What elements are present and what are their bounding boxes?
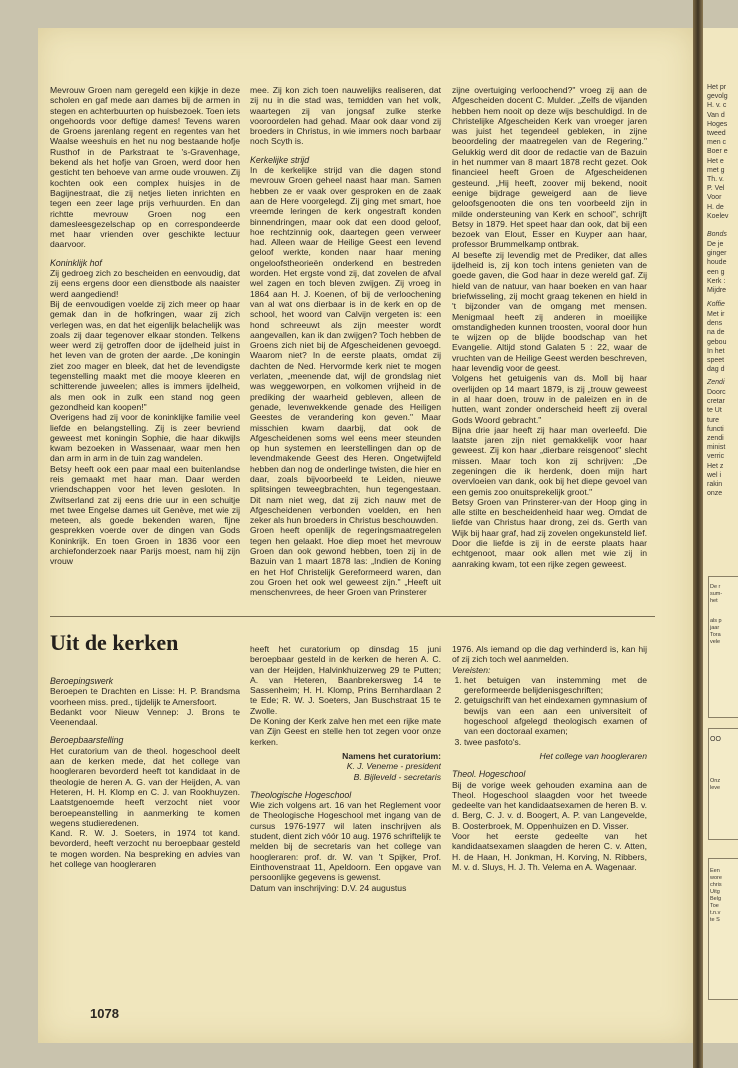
adjacent-page-edge <box>703 28 738 1043</box>
book-spine <box>693 0 703 1068</box>
subheading: Beroepingswerk <box>50 676 114 686</box>
adjacent-page-text: Uitg <box>710 889 720 895</box>
adjacent-page-text: Mijdre <box>707 287 727 294</box>
subheading: Beroepbaarstelling <box>50 735 124 746</box>
paragraph: Groen heeft openlijk de regeringsmaatregelen tegen hen gelaakt. Hoe diep moet het mevrouw Groen dan ook gewond hebben, toen zij in de Bazuin van 1 maart 1878 las: „Indien de Koning en het Hof Christelijk Gereformeerd waren, dan zou Groen het ook wel geweest zijn." „Heeft uit menschenvrees, de heer Groen van Prinsterer <box>250 525 441 598</box>
paragraph: heeft het curatorium op dinsdag 15 juni beroepbaar gesteld in de kerken de heren A. C. van der Heijden, Halvinkhuizerweg 29 te Putten; A. van Heteren, Baanbrekersweg 14 te Sassenheim; H. H. Klomp, Prins Bernhardlaan 2 te Ede; R. W. J. Soeters, Jan Buschstraat 15 te Zwolle. <box>250 644 441 716</box>
adjacent-page-text: leve <box>710 785 721 791</box>
section-title: Uit de kerken <box>50 630 179 655</box>
adjacent-page-text: een g <box>707 268 725 276</box>
paragraph: Het curatorium van de theol. hogeschool deelt aan de kerken mede, dat het college van hoogleraren bevorderd heeft tot kandidaat in de theologie de heren A. G. van der Heijden, A. van Heteren, H. H. Klomp en C. J. van Rookhuyzen. Laatstgenoemde heeft verzocht niet voor beroepeanstelling in aanmerking te komen wegens studieredenen. <box>50 745 240 828</box>
adjacent-page-text: onze <box>707 490 723 498</box>
adjacent-page-text: na de <box>707 329 725 337</box>
list-heading: Vereisten: <box>452 664 491 675</box>
paragraph: Zij gedroeg zich zo bescheiden en eenvoudig, dat zij eens ergens door een dienstbode als naaister werd aangediend! <box>50 268 240 299</box>
subheading: Theol. Hogeschool <box>452 769 526 780</box>
list-item: 3. twee pasfoto's. <box>464 737 647 747</box>
adjacent-page-text: dag d <box>707 366 725 374</box>
paragraph: Kand. R. W. J. Soeters, in 1974 tot kand. bevorderd, heeft verzocht nu beroepbaar gesteld te mogen worden. Na bespreking en advies van het college van hoogleraren <box>50 828 240 870</box>
paragraph: Bij de eenvoudigen voelde zij zich meer op haar gemak dan in de hofkringen, waar zij zich verlegen was, en dat het eigenlijk belachelijk was zoals zij daar tegenover elkaar stonden. Telkens weer werd zij getroffen door de ijdelheid juist in het leven van de groten der aarde. „De koningin ziet zoo mager en bleek, dat het de levendigste tegenstelling maakt met die mooye kleeren en schitterende juweelen; alles is immers ijdelheid, als men ook in zulk een stand nog geen gezondheid kan koopen!" <box>50 298 240 412</box>
paragraph: Overigens had zij voor de koninklijke familie veel liefde en belangstelling. Zij is zeer bevriend geweest met koningin Sophie, die haar dikwijls kwam bezoeken in Wassenaar, waar men hen dan arm in arm in de tuin zag wandelen. <box>50 412 240 464</box>
adjacent-page-text: als p <box>710 618 722 624</box>
adjacent-page-text: jaar <box>710 625 720 631</box>
adjacent-page-text: cretar <box>707 398 725 406</box>
paragraph: De Koning der Kerk zalve hen met een rijke mate van Zijn Geest en stelle hen tot zegen voor onze kerken. <box>250 716 441 747</box>
adjacent-page-text: t.n.v <box>710 910 721 916</box>
adjacent-page-text: In het <box>707 347 725 355</box>
adjacent-page-heading: Koffie <box>707 301 725 308</box>
paragraph: Betsy Groen van Prinsterer-van der Hoop ging in alle stilte en bescheidenheid haar weg. Omdat de liefde van Christus haar drong, zei ds. Gerth van Wijk bij haar graf, had zij zovelen ongekunsteld lief. Door die liefde is zij in de eerste plaats haar echtgenoot, maar ook allen met wie zij in aanraking kwam, tot een rijke zegen geweest. <box>452 496 647 569</box>
section-column-1 <box>50 668 240 993</box>
adjacent-page-text: De je <box>707 241 724 248</box>
list-item: 1. het betuigen van instemming met de gereformeerde belijdenisgeschriften; <box>464 675 647 696</box>
adjacent-page-heading: Bonds <box>707 231 727 238</box>
adjacent-page-text: Kerk : <box>707 277 726 285</box>
adjacent-page-text: tweed <box>707 130 726 137</box>
adjacent-page-text: minist <box>707 444 726 452</box>
signature-line: B. Bijleveld - secretaris <box>353 771 441 782</box>
adjacent-page-text: Hoges <box>707 120 728 128</box>
paragraph: Al besefte zij levendig met de Prediker, dat alles ijdelheid is, zij kon toch intens genieten van de goede gaven, die God haar in deze wereld gaf. Zij hield van de natuur, van haar boeken en van haar briefwisseling, zij mocht graag tekenen en hield in 't bijzonder van de omgang met mensen. Menigmaal heeft zij anderen in moeilijke omstandigheden kunnen troosten, vooral door hun te wijzen op de blijde boodschap van het Evangelie. Altijd stond Galaten 5 : 22, waar de vruchten van de Heilige Geest werden beschreven, haar levendig voor de geest. <box>452 249 647 374</box>
paragraph: mee. Zij kon zich toen nauwelijks realiseren, dat zij nu in die stad was, temidden van het volk, waartegen zij van jongsaf zulke sterke vooroordelen had gehad. Maar ook daar vond zij broeders in Christus, in wie immers noch barbaar noch Scyth is. <box>250 85 441 147</box>
section-column-3 <box>452 644 647 994</box>
adjacent-page-text: te S <box>710 917 720 923</box>
paragraph: Datum van inschrijving: D.V. 24 augustus <box>250 882 407 893</box>
adjacent-page-text: ture <box>707 416 720 424</box>
adjacent-page-text: ginger <box>707 250 727 258</box>
adjacent-page-text: Voor <box>707 194 722 202</box>
adjacent-page-text: verric <box>707 453 725 461</box>
adjacent-page-text: Een <box>710 868 720 874</box>
paragraph: Volgens het getuigenis van ds. Moll bij haar overlijden op 14 maart 1879, is zij „trouw geweest in al haar doen, trouw in de paleizen en in de hutten, want zonder onderscheid heeft zij overal Gods Woord gebracht." <box>452 373 647 425</box>
adjacent-page-text: speet <box>707 357 725 364</box>
paragraph: Betsy heeft ook een paar maal een buitenlandse reis gemaakt met haar man. Daar werden vriendschappen voor het leven gesloten. In Zwitserland zat zij eens drie uur in een schuitje met twee Engelse dames uit Genève, met wie zij meteen, als goede bekenden waren, fijne gesprekken voerde over de dingen van Gods Koninkrijk. En toen Groen in 1836 voor een archiefonderzoek naar Parijs moest, nam hij zijn vrouw <box>50 463 240 567</box>
paragraph: Wie zich volgens art. 16 van het Reglement voor de Theologische Hogeschool met ingang van de cursus 1976-1977 wil laten inschrijven als student, dient zich vóór 10 aug. 1976 schriftelijk te melden bij de secretaris van het college van hoogleraren: prof. dr. W. van 't Spijker, Prof. Einthovenstraat 11, Apeldoorn. Een opgave van persoonlijke gegevens is gewenst. <box>250 800 441 883</box>
adjacent-page-text: gebou <box>707 338 727 346</box>
paragraph: Beroepen te Drachten en Lisse: H. P. Brandsma voorheen miss. pred., tijdelijk te Amersfoort. <box>50 686 240 707</box>
adjacent-page-text: te Ut <box>707 407 722 415</box>
adjacent-page-text: wore <box>710 875 722 881</box>
subheading: Theologische Hogeschool <box>250 789 352 800</box>
adjacent-page-text: Van d <box>707 111 725 119</box>
signature-line: Het college van hoogleraren <box>539 750 647 761</box>
paragraph: Bijna drie jaar heeft zij haar man overleefd. Die laatste jaren zijn niet gemakkelijk voor haar geweest. Zij kon haar „dierbare reisgenoot" slecht missen. Maar toch kon zij schrijven: „De zegeningen die ik herdenk, doen mijn hart overvloeien van dank, ook bij het diepe gevoel van een gemis zoo onuitsprekelijk groot." <box>452 424 647 497</box>
paragraph: 1976. Als iemand op die dag verhinderd is, kan hij of zij zich toch wel aanmelden. <box>452 644 647 665</box>
adjacent-page-text: chris <box>710 882 722 888</box>
adjacent-page-text: Tora <box>710 632 721 638</box>
adjacent-page-text: houde <box>707 259 727 267</box>
article-column-3 <box>452 85 647 610</box>
section-divider <box>50 616 655 617</box>
signature-block <box>250 751 441 782</box>
article-column-1 <box>50 85 240 610</box>
adjacent-page-text: men c <box>707 139 727 147</box>
adjacent-page-text: Boer e <box>707 148 728 156</box>
signature-line: K. J. Veneme - president <box>346 761 441 772</box>
paragraph: Bedankt voor Nieuw Vennep: J. Brons te Veenendaal. <box>50 706 240 728</box>
adjacent-page-text: Het e <box>707 157 724 165</box>
adjacent-page-text: vele <box>710 639 721 645</box>
signature-line: Namens het curatorium: <box>342 750 441 761</box>
paragraph: Mevrouw Groen nam geregeld een kijkje in deze scholen en gaf mede aan dames bij de armen in stegen en achterbuurten op huisbezoek. Toen iets ongehoords voor deftige dames! Tevens waren de Groens jarenlang regent en regentes van het Waalse weeshuis en het nu nog bestaande hofje Rusthof in de Parkstraat te 's-Gravenhage, bekend als het hofje van Groen, werd door hen gesticht ten behoeve van arme oude vrouwen. Zij kochten ook een complex huisjes in de Bagijnestraat, die zij netjes lieten inrichten en tegen een zeer lage prijs verhuurden. En dan richtte mevrouw Groen nog een damesleesgezelschap op en correspondeerde met haar vrienden over geschikte lectuur daarvoor. <box>50 85 240 250</box>
adjacent-page-text: sum- <box>710 591 723 597</box>
list-item: 2. getuigschrift van het eindexamen gymnasium of bewijs van een aan een universiteit of hogeschool afgelegd theologisch examen of van een doctoraal examen; <box>464 695 647 736</box>
requirements-list <box>452 675 647 747</box>
adjacent-page-text: OO <box>710 736 721 743</box>
paragraph: Bij de vorige week gehouden examina aan de Theol. Hogeschool slaagden voor het tweede gedeelte van het kandidaatsexamen de heren B. v. d. Berg, C. J. v. d. Boogert, A. P. van Langevelde, B. Oosterbroek, M. Oppenhuizen en D. Visser. <box>452 779 647 831</box>
paragraph: In de kerkelijke strijd van die dagen stond mevrouw Groen geheel naast haar man. Samen hebben ze er vaak over gesproken en de zaak aan de Here voorgelegd. Zij ging met smart, hoe vreemde leringen de kerk ongestraft konden binnendringen, maar ook dat een dood geloof, hoe rechtzinnig ook, daartegen geen verweer had. Alleen waar de Heilige Geest een levend geloof werkte, konden naar haar mening ongeloofstheorieën onderkend en bestreden worden. Het ergste vond zij, dat zovelen de afval wel zagen en toch bleven zwijgen. Zij vroeg in 1864 aan H. J. Koenen, of bij de verloochening van al wat ons dierbaar is in de kerk en op de school, het woord van Calvijn vergeten is: een hond schreeuwt als zijn meester wordt aangevallen, kan ik dan zwijgen? Toch hebben de Groens zich niet bij de Afgescheidenen gevoegd. Waarom niet? In de eerste plaats, omdat zij dachten de Ned. Hervormde kerk niet te mogen verlaten, „meenende dat, wijl de grondslag niet was weggeworpen, en volkomen vrijheid in de prediking der waarheid gebleven, alleen de genade, levenwekkende genade des Heiligen Geestes de verandering kon geven." Maar misschien kwam daarbij, dat ook de Afgescheidenen soms wel eens meer steunden op hun systemen en leerstellingen dan op de levendmakende Geest des Heren. Ongetwijfeld hebben dan nog de onderlinge twisten, die hier en daar, zoals bijvoorbeeld te Leiden, nieuwe splitsingen teweegbrachten, hun tegengestaan. Dit nam niet weg, dat zij zich nauw met de Afgescheidenen verbonden voelden, en hen zeker als hun broeders in Christus beschouwden. <box>250 165 441 526</box>
adjacent-page-text: wel i <box>707 471 722 479</box>
adjacent-page-text: functi <box>707 425 724 433</box>
adjacent-page-text: H. v. c <box>707 102 727 110</box>
adjacent-page-text: P. Vel <box>707 185 725 193</box>
adjacent-page-text: H. de <box>707 203 724 211</box>
adjacent-page-heading: Zendi <box>707 379 725 386</box>
adjacent-page-text: Koelev <box>707 212 729 220</box>
adjacent-page-text: dens <box>707 320 723 328</box>
subheading: Kerkelijke strijd <box>250 154 310 165</box>
adjacent-page-text: het <box>710 598 718 604</box>
adjacent-page-text: Toe <box>710 903 719 909</box>
adjacent-page-text: De r <box>710 584 721 590</box>
adjacent-page-text: Onz <box>710 778 721 784</box>
adjacent-page-text: Het pr <box>707 84 727 91</box>
adjacent-page-text: Het z <box>707 462 724 470</box>
article-column-2 <box>250 85 441 610</box>
subheading: Koninklijk hof <box>50 257 102 268</box>
adjacent-page-text: Th. v. <box>707 176 724 183</box>
adjacent-page-text: Belg <box>710 896 722 902</box>
paragraph: Voor het eerste gedeelte van het kandidaatsexamen slaagden de heren C. v. Atten, H. de Haan, H. Jonkman, H. Korving, N. Ribbers, M. v. d. Sluys, H. J. Th. Velema en A. Wagenaar. <box>452 831 647 872</box>
adjacent-page-text: rakin <box>707 481 723 488</box>
adjacent-page-text: gevolg <box>707 93 728 101</box>
adjacent-page-text: zendi <box>707 435 724 442</box>
adjacent-page-text: Doorc <box>707 389 726 396</box>
section-column-2 <box>250 644 441 994</box>
adjacent-page-text: met g <box>707 166 725 174</box>
page-number: 1078 <box>90 1006 119 1021</box>
paragraph: zijne overtuiging verloochend?" vroeg zij aan de Afgescheiden docent C. Mulder. „Zelfs de vijanden hebben hem nooit op deze wijs beschuldigd. In de Christelijke Afgescheiden Kerk van vroeger jaren was juist het tegendeel gebleken, in zijne beoordeling der maatregelen van de Regering." Gelukkig werd dit door de redactie van de Bazuin in het nummer van 8 maart 1878 recht gezet. Ook financieel heeft Groen de Afgescheidenen gesteund. „Hij heeft, zoover mij bekend, nooit eenige bijdrage geweigerd aan de lieve geloofsgenooten die ons ten voorbeeld zijn in milde ondersteuning van Kerk en school", schrijft Betsy in 1879. Het speet haar dan ook, dat bij een bezoek van Elout, Esser en Kuyper aan haar, professor Brummelkamp ontbrak. <box>452 85 647 250</box>
adjacent-page-text: Met ir <box>707 311 725 318</box>
